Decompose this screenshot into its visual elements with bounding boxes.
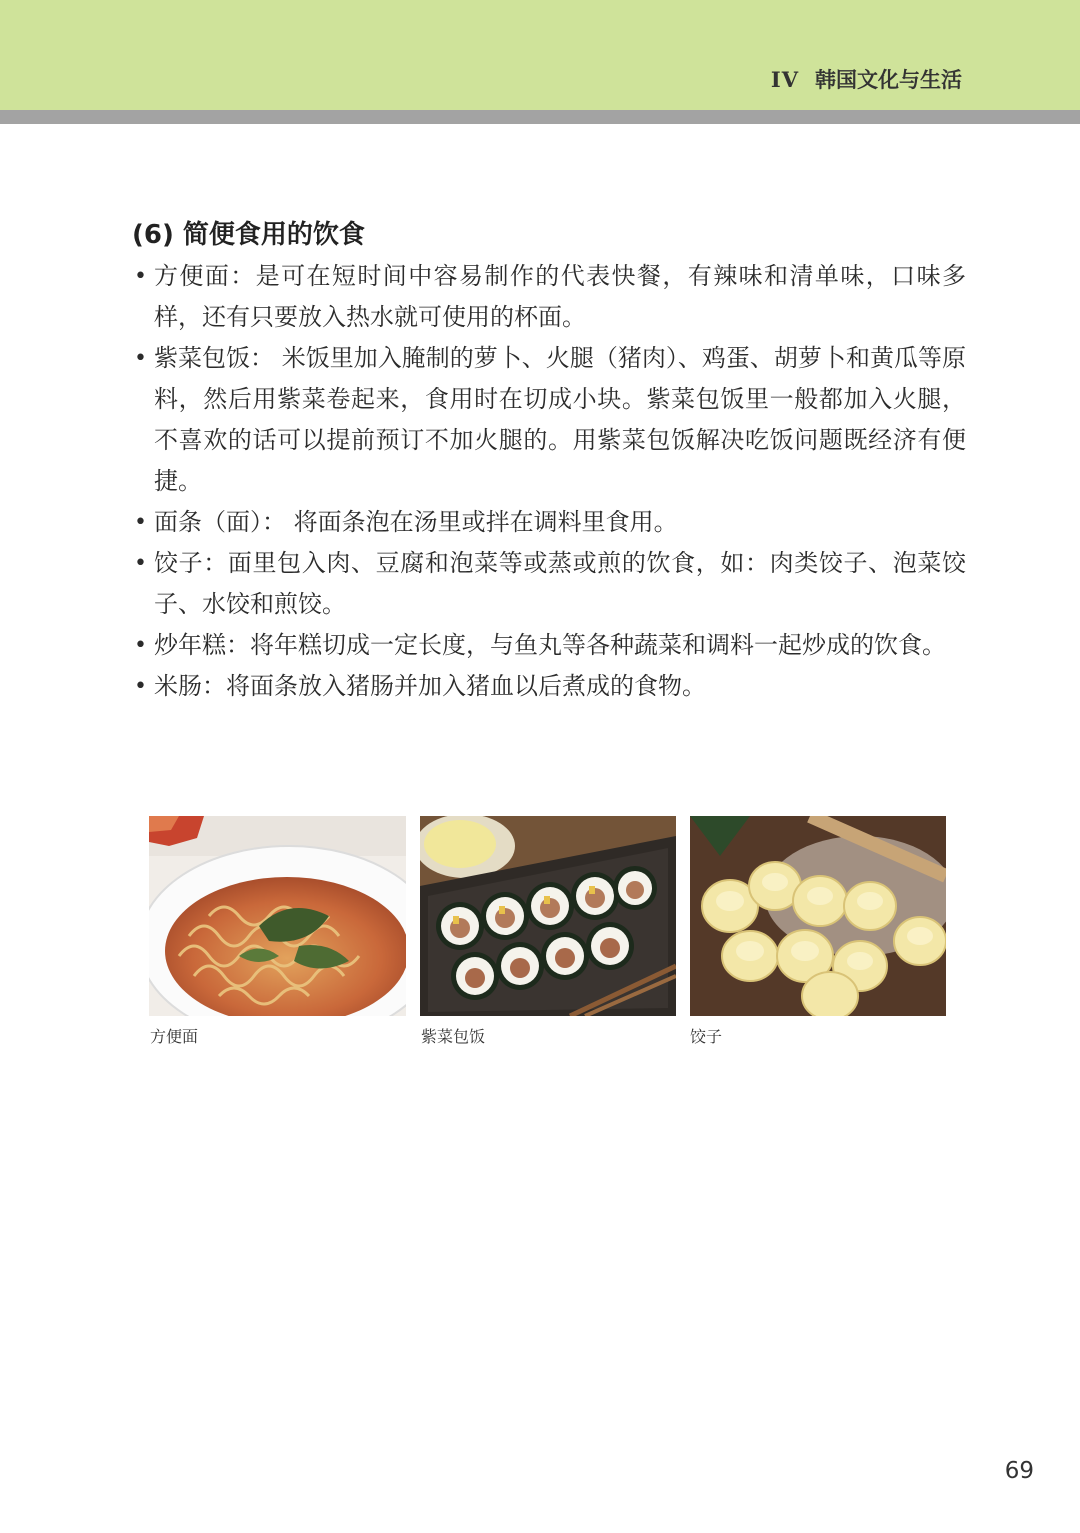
- kimbap-photo: [420, 816, 676, 1016]
- list-item-tteokbokki: [132, 625, 966, 666]
- bullet-dot: •: [134, 346, 147, 371]
- list-item-text: 方便面：是可在短时间中容易制作的代表快餐，有辣味和清单味，口味多样，还有只要放入热水就可使用的杯面。: [154, 262, 966, 331]
- chapter-number: IV: [770, 67, 799, 92]
- chapter-title: 韩国文化与生活: [815, 68, 962, 92]
- bullet-dot: •: [134, 633, 147, 658]
- dumpling-photo: [690, 816, 946, 1016]
- bullet-dot: •: [134, 264, 147, 289]
- bullet-dot: •: [134, 510, 147, 535]
- list-item-dumplings: [132, 543, 966, 625]
- chapter-heading: [771, 64, 962, 94]
- list-item-text: 炒年糕：将年糕切成一定长度，与鱼丸等各种蔬菜和调料一起炒成的饮食。: [154, 631, 946, 659]
- kimbap-caption: 紫菜包饭: [421, 1027, 486, 1046]
- section-title: (6) 简便食用的饮食: [132, 220, 365, 250]
- list-item-noodles: [132, 502, 966, 543]
- header-rule: [0, 110, 1080, 124]
- list-item-text: 米肠：将面条放入猪肠并加入猪血以后煮成的食物。: [154, 672, 706, 700]
- dumpling-caption: 饺子: [690, 1027, 723, 1046]
- bullet-dot: •: [134, 551, 147, 576]
- ramen-caption: 方便面: [150, 1027, 199, 1046]
- list-item-kimbap: [132, 338, 966, 502]
- page-number: 69: [1004, 1458, 1034, 1484]
- food-list: [132, 256, 966, 707]
- bullet-dot: •: [134, 674, 147, 699]
- list-item-sundae: [132, 666, 966, 707]
- list-item-text: 面条（面）： 将面条泡在汤里或拌在调料里食用。: [154, 508, 678, 536]
- list-item-text: 紫菜包饭： 米饭里加入腌制的萝卜、火腿（猪肉）、鸡蛋、胡萝卜和黄瓜等原料，然后用紫菜卷起来，食用时在切成小块。紫菜包饭里一般都加入火腿，不喜欢的话可以提前预订不加火腿的。用紫菜包饭解决吃饭问题既经济有便捷。: [154, 344, 966, 495]
- ramen-photo: [149, 816, 406, 1016]
- list-item-text: 饺子：面里包入肉、豆腐和泡菜等或蒸或煎的饮食，如：肉类饺子、泡菜饺子、水饺和煎饺。: [154, 549, 966, 618]
- list-item-ramen: [132, 256, 966, 338]
